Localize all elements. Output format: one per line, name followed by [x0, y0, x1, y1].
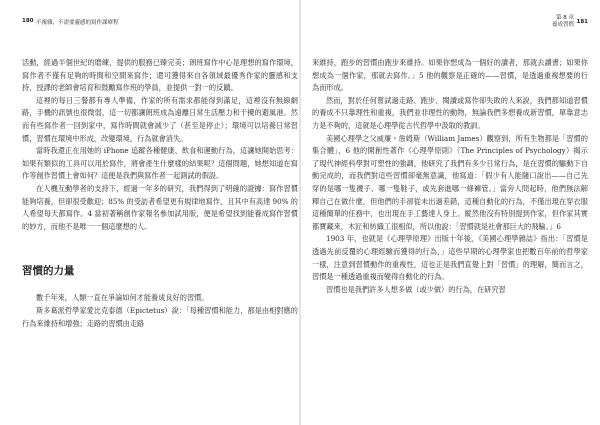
left-paragraph-3: 當時我還正在用她的 iPhone 追蹤各種健康、飲食和運動行為，這讓她開始思考：如果有類似的工具可以用於寫作，將會產生什麼樣的結果呢？這個問題，她想知道在寫作等創作習慣上會如何？這便是我們與寫作者一起測試的假設。	[22, 146, 298, 181]
right-paragraph-3: 美國心理學之父威廉・詹姆斯（William James）觀察到，所有生物都是「習慣的集合體」，6 他的開創性著作《心理學原則》（The Principles of Psychology）揭示了現代神經科學對可塑性的強調，他研究了我們有多少日常行為，是在習慣的驅動下自動完成的，而我們對這些習慣卻毫無意識，他寫道：「假少有人能隨口說出——自己先穿的是哪一隻襪子、哪一隻鞋子，或先套進哪一條褲管。」當旁人問起時，他們無法解釋自己在做什麼，但他們的手卻從未出過差錯，這種自動化的行為，不僅出現在穿衣服這種簡單的任務中，也出現在手工藝達人身上。縱然他沒有特別提到作家，但作家其實都寶藏來，木匠和紡織工很相似，所以他說：「習慣就是社會那巨大的飛輪。」6	[312, 133, 588, 231]
left-paragraph-2: 這裡的每日三餐都有專人準備，作家的所有需求都能得到滿足，這裡沒有無線網路，手機的訊號也很微弱，這一切都讓朗班成為遠離日常生活壓力和干擾的避風港。然而有些寫作者一回到家中，寫作時間就會減少了（甚至是停止）；環境可以培養日常習慣，習慣在環境中形成，改變環境，行為就會消失。	[22, 95, 298, 143]
chapter-label-block	[552, 15, 574, 28]
left-page-body	[22, 57, 298, 330]
chapter-title: 養成習慣	[551, 21, 574, 28]
left-page-number: 180	[22, 18, 34, 24]
left-paragraph-1: 活動，經過半個世紀的磨練，提供的服務已臻完美；朗班寫作中心是理想的寫作環境，寫作者不僅有足夠的時間和空間來寫作；還可獲得來自各領域最優秀作家的靈感和支持，授課的老師會培育和鼓勵寫作班的學員，並提供一對一的反饋。	[22, 58, 298, 93]
left-paragraph-4: 在人機互動學者的支持下，經過一年多的研究，我們得到了明確的證據：寫作習慣能夠培養，但卻很受歡迎；85% 的受訪者希望更有規律地寫作，且其中有高達 90% 的人希望每天都寫作。4 當初著稱創作家報名參加試用版，便是希望找到能養成寫作習慣的妙方，而他不是唯一一個這麼想的人。	[22, 183, 298, 231]
right-page-number: 181	[576, 19, 588, 25]
right-page	[312, 0, 588, 425]
right-page-header	[312, 15, 588, 30]
section-paragraph-2: 斯多葛派哲學家愛比克泰德（Epictetus）說：「每種習慣和能力，都是由相對應的行為來維持和增強；走路的習慣由走路	[22, 305, 298, 328]
left-page-header	[22, 18, 298, 30]
right-page-body	[312, 57, 588, 296]
chapter-label: 第 8 章	[556, 15, 574, 21]
book-gutter	[299, 0, 301, 425]
right-paragraph-1: 來維持，跑步的習慣由跑步來維持。如果你想成為一個好的讀者，那就去讀書；如果你想成為一個作家，那就去寫作。」5 他的觀察是正確的——習慣，是透過重複想要的行為而形成。	[312, 58, 588, 93]
right-paragraph-5: 習慣也是我們許多人想多做（或少做）的行為，在研究習	[326, 284, 506, 294]
left-running-title: 不複雜，不需要靈感的寫作課療程	[36, 20, 119, 26]
left-page	[22, 0, 298, 425]
right-paragraph-2: 然而，對於任何嘗試過走路、跑步、閱讀或寫作卻失敗的人來說，我們都知道習慣的養成不只靠理性和重複，我們並非理性的動物，無論我們多想養成新習慣，單靠意志力是不夠的，這就是心理學從古代哲學中汲取的教訓。	[312, 95, 588, 130]
section-heading: 習慣的力量	[22, 265, 75, 278]
right-paragraph-4: 1903 年，也就是《心理學原理》出版十年後，《美國心理學雜誌》指出：「習慣是透過先前反覆的心理經驗而獲得的行為，」這些早期的心理學家也把數百年前的哲學家一樣，注意到習慣動作的重複性，這也正是我們直覺上對「習慣」的理解，簡而言之，習慣是一種透過重複而變得自動化的行為。	[312, 234, 588, 282]
section-paragraph-1: 數千年來，人類一直在爭論如何才能養成良好的習慣。	[36, 293, 209, 303]
